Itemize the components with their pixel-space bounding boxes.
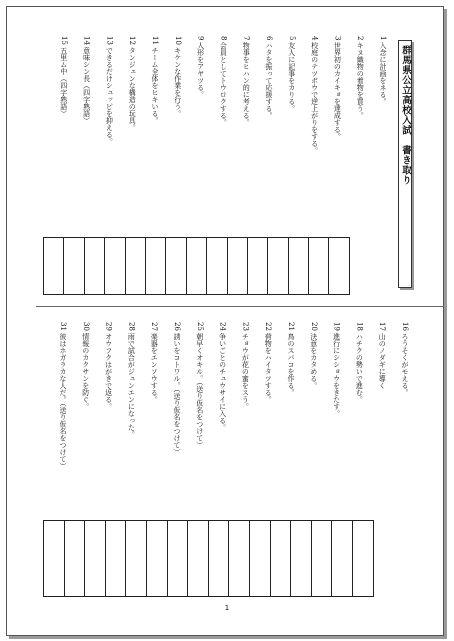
answer-cell[interactable] [227, 237, 248, 295]
answer-cell[interactable] [84, 237, 105, 295]
answer-grid-bottom [44, 520, 374, 597]
question-number: 19 [332, 322, 341, 331]
answer-cell[interactable] [267, 237, 288, 295]
title-box [398, 40, 412, 288]
question-text: 人形をアヤツる。 [196, 42, 205, 99]
question-text: 情報のカクサンを防ぐ。 [81, 332, 90, 410]
answer-cell[interactable] [146, 520, 168, 597]
answer-cell[interactable] [308, 237, 329, 295]
question-item [399, 322, 410, 396]
question-item [125, 322, 136, 438]
question-text: 彼はホガラカな人だ。（送り仮名をつけて） [59, 332, 67, 470]
question-item [376, 322, 387, 389]
question-number: 25 [195, 322, 204, 331]
question-item [103, 36, 114, 145]
answer-cell[interactable] [125, 520, 147, 597]
question-text: チーム全体をヒキいる。 [151, 46, 159, 124]
question-text: キケンな作業を行う。 [173, 46, 182, 117]
question-number: 20 [309, 322, 318, 331]
page-number: 1 [224, 604, 230, 612]
question-number: 4 [310, 36, 319, 41]
answer-cell[interactable] [247, 237, 268, 295]
question-text: 決意をカタめる。 [309, 332, 318, 389]
question-item [331, 36, 342, 140]
question-number: 21 [287, 322, 295, 331]
question-text: 山のノダギに導く [378, 332, 387, 389]
question-text: できるだけシュッピを抑える。 [105, 46, 114, 145]
answer-cell[interactable] [105, 520, 127, 597]
answer-cell[interactable] [288, 237, 309, 295]
question-number: 3 [333, 36, 342, 41]
question-item [240, 36, 251, 126]
question-number: 6 [265, 36, 273, 41]
question-number: 10 [173, 36, 182, 45]
answer-cell[interactable] [270, 520, 292, 597]
question-item [217, 36, 228, 126]
question-text: ハチクの勢いで進む。 [355, 332, 364, 403]
question-item [286, 36, 297, 112]
answer-cell[interactable] [311, 520, 333, 597]
answer-cell[interactable] [187, 520, 209, 597]
question-item [171, 322, 182, 455]
page-title: 群馬県公立高校入試 書き取り [400, 45, 411, 185]
question-item [172, 36, 183, 117]
answer-cell[interactable] [64, 520, 86, 597]
question-number: 22 [264, 322, 273, 331]
question-item [58, 36, 69, 117]
question-number: 16 [401, 322, 409, 331]
question-item [309, 36, 320, 154]
question-text: 荷物をハイタツする。 [264, 332, 273, 403]
question-item [80, 322, 91, 410]
answer-cell[interactable] [84, 520, 106, 597]
question-item [331, 322, 342, 417]
question-number: 11 [151, 36, 159, 45]
answer-cell[interactable] [352, 520, 374, 597]
answer-cell[interactable] [145, 237, 166, 295]
question-number: 15 [59, 36, 68, 45]
question-item [148, 322, 159, 403]
question-number: 2 [356, 36, 365, 41]
question-item [217, 322, 228, 431]
question-text: 進行にシショウをきたす。 [332, 332, 341, 417]
answer-cell[interactable] [208, 520, 230, 597]
question-text: キヌ織物の着物を買う。 [356, 42, 365, 120]
question-text: オウフクはがきで返る。 [104, 332, 113, 410]
question-item [195, 36, 206, 98]
question-text: 世界初のカイキョを達成する。 [333, 42, 342, 141]
question-number: 17 [378, 322, 387, 331]
question-item [194, 322, 205, 448]
answer-cell[interactable] [249, 520, 271, 597]
answer-grid-top [44, 237, 350, 295]
question-item [377, 36, 388, 105]
question-number: 9 [196, 36, 205, 41]
question-text: 入念に計画をネる。 [379, 42, 387, 106]
question-item [353, 322, 364, 403]
question-text: ろうそくがモえる。 [401, 332, 409, 396]
question-number: 29 [104, 322, 113, 331]
question-item [262, 322, 273, 403]
question-text: 誘いをコトワル。（送り仮名をつけて） [173, 332, 181, 456]
answer-cell[interactable] [125, 237, 146, 295]
question-number: 14 [82, 36, 91, 45]
question-item [354, 36, 365, 119]
question-text: 五里ム中（四字熟語） [59, 46, 68, 117]
question-item [285, 322, 296, 396]
question-item [103, 322, 114, 410]
answer-cell[interactable] [43, 237, 64, 295]
answer-cell[interactable] [43, 520, 65, 597]
question-text: チョウが花の蜜をスう。 [241, 332, 250, 410]
question-number: 31 [59, 322, 67, 331]
question-item [263, 36, 274, 119]
question-item [308, 322, 319, 389]
question-text: 朝早くオキル。（送り仮名をつけて） [195, 332, 204, 449]
answer-cell[interactable] [165, 237, 186, 295]
question-number: 30 [81, 322, 90, 331]
question-text: タンジュンな構造の玩具。 [128, 46, 137, 131]
question-number: 27 [150, 322, 159, 331]
question-number: 13 [105, 36, 114, 45]
question-number: 23 [241, 322, 250, 331]
question-item [149, 36, 160, 124]
question-item [81, 36, 92, 124]
question-text: 楽器をエンソウする。 [150, 332, 159, 403]
question-text: ハタを振って応援する。 [265, 42, 273, 120]
answer-cell[interactable] [206, 237, 227, 295]
question-number: 7 [242, 36, 251, 41]
question-number: 1 [379, 36, 387, 41]
question-item [239, 322, 250, 410]
question-number: 12 [128, 36, 137, 45]
answer-cell[interactable] [290, 520, 312, 597]
question-number: 18 [355, 322, 364, 331]
question-text: 意味シン長（四字熟語） [82, 46, 91, 124]
answer-cell[interactable] [331, 520, 353, 597]
question-number: 28 [127, 322, 136, 331]
question-number: 8 [219, 36, 228, 41]
question-text: 鳥のスバコを作る。 [287, 332, 295, 396]
question-text: 会員としてトウロクする。 [219, 42, 228, 127]
answer-cell[interactable] [63, 237, 84, 295]
question-text: 争いごとのチュウサイに入る。 [218, 332, 227, 431]
answer-cell[interactable] [328, 237, 349, 295]
question-number: 5 [287, 36, 296, 41]
question-number: 26 [173, 322, 181, 331]
question-item [57, 322, 68, 469]
section-divider [36, 306, 444, 307]
answer-cell[interactable] [228, 520, 250, 597]
question-text: 校庭のテツボウで逆上がりをする。 [310, 42, 319, 155]
answer-cell[interactable] [186, 237, 207, 295]
answer-cell[interactable] [104, 237, 125, 295]
answer-cell[interactable] [167, 520, 189, 597]
question-text: 物事をヒハン的に考える。 [242, 42, 251, 127]
question-text: 雨で試合がジュンエンになった。 [127, 332, 136, 438]
question-text: 友人に記事をカりる。 [287, 42, 296, 113]
question-number: 24 [218, 322, 227, 331]
question-item [126, 36, 137, 131]
